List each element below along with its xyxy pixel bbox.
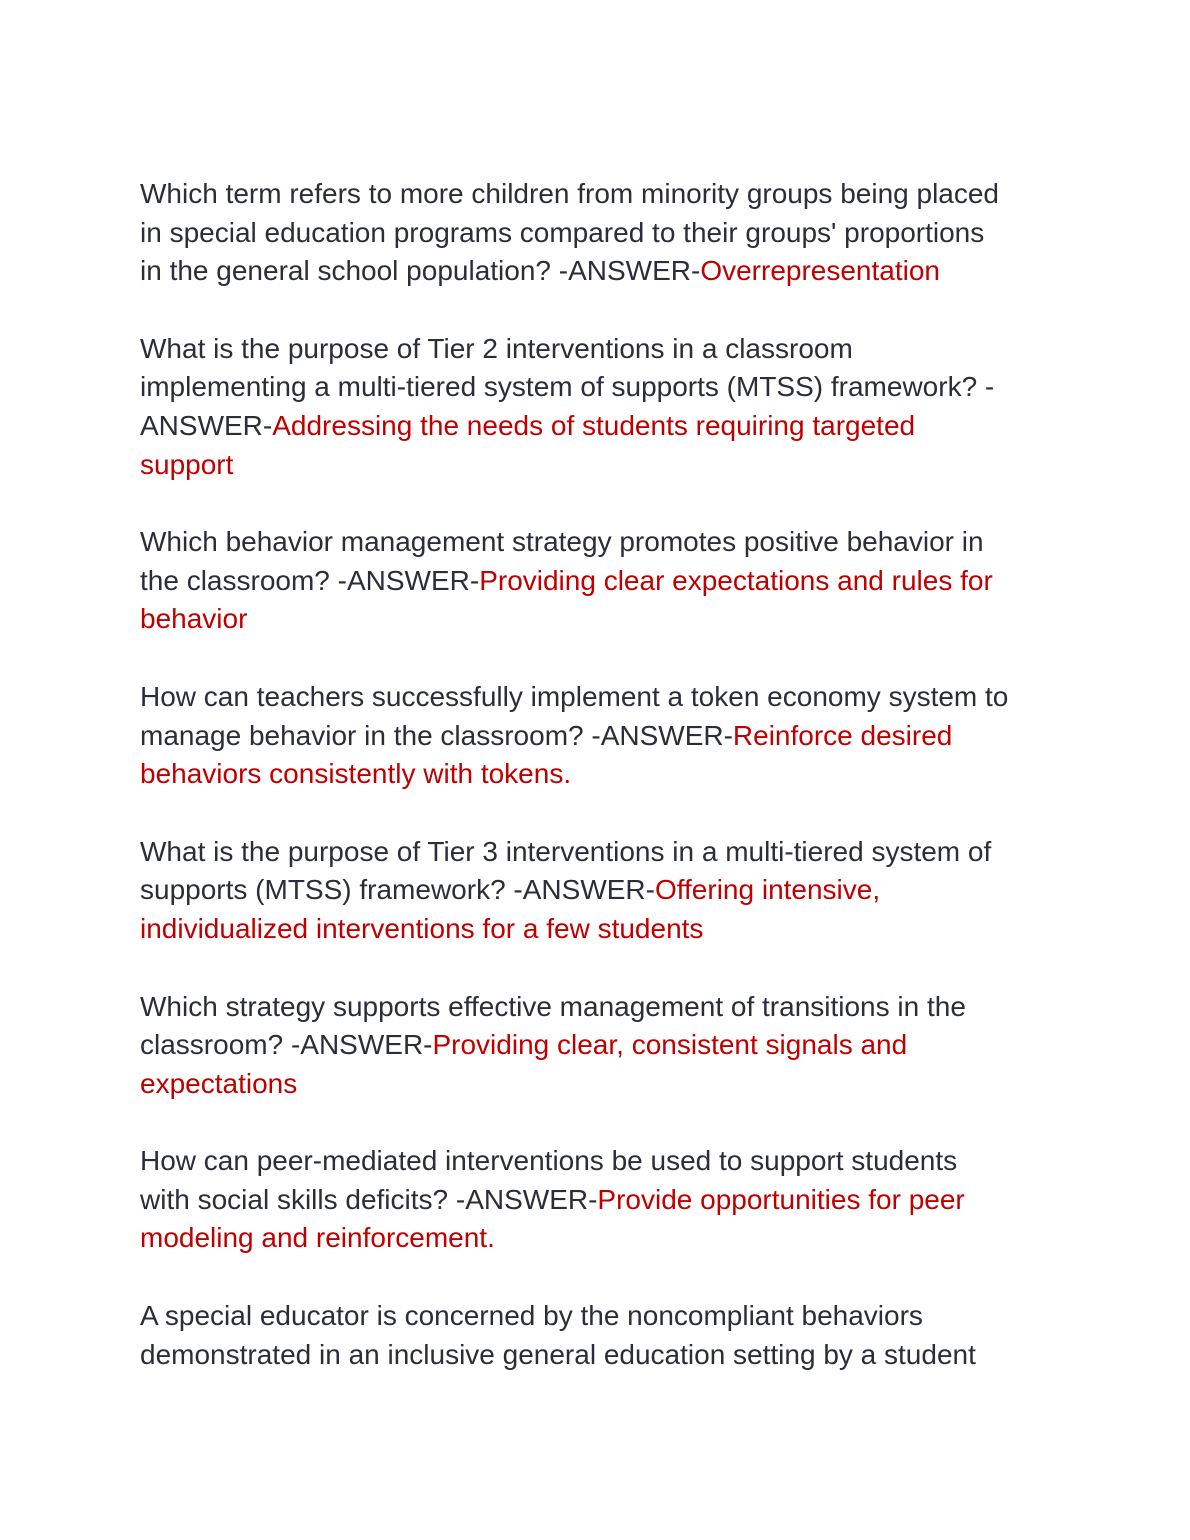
document-page (140, 175, 1060, 1413)
answer-text: Providing clear expectations and rules for behavior (140, 564, 993, 635)
qa-item-2 (140, 330, 1060, 484)
question-text: What is the purpose of Tier 2 interventions in a classroom implementing a multi-tiered system of supports (MTSS) framework? - ANSWER- (140, 332, 995, 441)
question-text: A special educator is concerned by the noncompliant behaviors demonstrated in an inclusive general education setting by a student (140, 1300, 976, 1370)
answer-text: Addressing the needs of students requiring targeted support (140, 409, 916, 480)
question-text: Which strategy supports effective management of transitions in the classroom? -ANSWER- (140, 990, 966, 1061)
question-text: How can peer-mediated interventions be used to support students with social skills deficits? -ANSWER- (140, 1145, 958, 1215)
answer-text: Providing clear, consistent signals and expectations (140, 1029, 908, 1099)
qa-item-7 (140, 1142, 1060, 1258)
answer-text: Offering intensive, individualized interventions for a few students (140, 874, 881, 944)
question-text: What is the purpose of Tier 3 interventions in a multi-tiered system of supports (MTSS) framework? -ANSWER- (140, 835, 992, 906)
qa-item-6 (140, 988, 1060, 1104)
qa-item-8 (140, 1297, 1060, 1374)
qa-item-1 (140, 175, 1060, 291)
qa-item-5 (140, 833, 1060, 949)
answer-text: Reinforce desired behaviors consistently with tokens. (140, 719, 953, 790)
answer-text: Provide opportunities for peer modeling and reinforcement. (140, 1183, 965, 1254)
question-text: Which term refers to more children from minority groups being placed in special education programs compared to their groups' proportions in the general school population? -ANSWER- (140, 178, 1000, 287)
question-text: Which behavior management strategy promotes positive behavior in the classroom? -ANSWER- (140, 526, 984, 596)
answer-text: Overrepresentation (700, 255, 940, 287)
question-text: How can teachers successfully implement a token economy system to manage behavior in the classroom? -ANSWER- (140, 680, 1009, 751)
qa-item-3 (140, 523, 1060, 639)
qa-item-4 (140, 678, 1060, 794)
